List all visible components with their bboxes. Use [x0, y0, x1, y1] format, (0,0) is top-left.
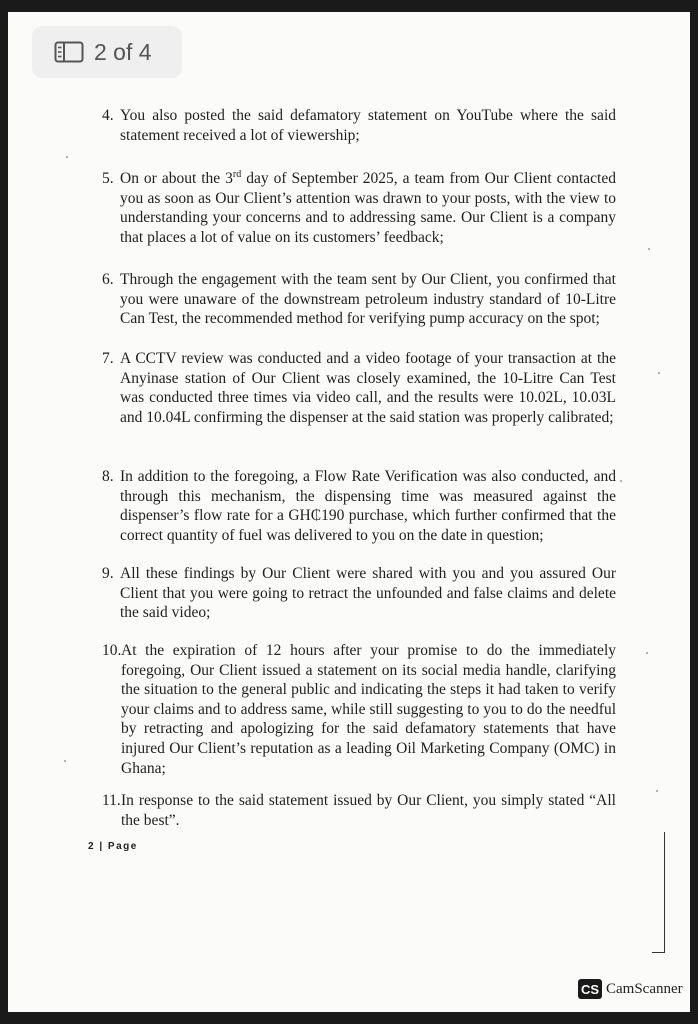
paragraph-number: 9.: [102, 565, 114, 582]
paragraph-text-rest: day of September 2025, a team from Our Client contacted you as soon as Our Client’s attention was drawn to your posts, with the view to understanding your concerns and to addressing same. Our Client is a company that places a lot of value on its customers’ feedback;: [120, 170, 616, 246]
paragraph-text: Through the engagement with the team sent by Our Client, you confirmed that you were unaware of the downstream petroleum industry standard of 10-Litre Can Test, the recommended method for verifying pump accuracy on the spot;: [120, 271, 616, 328]
paragraph-text-start: On or about the 3: [120, 170, 233, 187]
paragraph-text: [120, 169, 616, 247]
paragraph-number: 5.: [102, 170, 114, 187]
paragraph-text: In response to the said statement issued by Our Client, you simply stated “All the best”.: [121, 792, 616, 829]
scan-speck: [658, 372, 660, 374]
scan-speck: [656, 790, 658, 792]
scan-speck: [646, 652, 648, 654]
page-indicator-text: 2 of 4: [94, 38, 152, 65]
page-list-icon: [54, 41, 84, 63]
paragraph-number: 8.: [102, 468, 114, 485]
camscanner-watermark: [578, 978, 683, 1000]
paragraph-number: 4.: [102, 107, 114, 124]
paragraph-4: [102, 106, 616, 145]
paragraph-number: 10.: [102, 642, 122, 659]
page-number-footer: 2 | Page: [88, 841, 138, 852]
paragraph-text: A CCTV review was conducted and a video footage of your transaction at the Anyinase station of Our Client was closely examined, the 10-Litre Can Test was conducted three times via video call, and the results were 10.02L, 10.03L and 10.04L confirming the dispenser at the said station was properly calibrated;: [120, 350, 616, 426]
camscanner-label: CamScanner: [606, 980, 683, 997]
paragraph-text: You also posted the said defamatory statement on YouTube where the said statement received a lot of viewership;: [120, 107, 616, 144]
scan-speck: [620, 480, 622, 482]
paragraph-6: [102, 270, 616, 329]
scan-edge-line: [652, 952, 665, 953]
paragraph-text: In addition to the foregoing, a Flow Rate Verification was also conducted, and through this mechanism, the dispensing time was measured against the dispenser’s flow rate for a GH₵190 purchase, which further confirmed that the correct quantity of fuel was delivered to you on the date in question;: [120, 468, 616, 544]
page-indicator[interactable]: [32, 26, 182, 78]
paragraph-9: [102, 564, 616, 623]
paragraph-10: [102, 641, 616, 778]
ordinal-superscript: rd: [232, 168, 242, 180]
paragraph-number: 7.: [102, 350, 114, 367]
paragraph-11: [102, 791, 616, 830]
paragraph-text: At the expiration of 12 hours after your promise to do the immediately foregoing, Our Client issued a statement on its social media handle, clarifying the situation to the general public and indicating the steps it had taken to verify your claims and to address same, while still suggesting to you to do the needful by retracting and apologizing for the said defamatory statements that have injured Our Client’s reputation as a leading Oil Marketing Company (OMC) in Ghana;: [121, 642, 616, 777]
scan-speck: [648, 248, 650, 250]
scan-speck: [64, 760, 66, 762]
camscanner-logo: CS: [578, 979, 602, 999]
paragraph-number: 11.: [102, 792, 121, 809]
paragraph-7: [102, 349, 616, 427]
scan-edge-line: [664, 832, 665, 952]
paragraph-5: [102, 169, 616, 247]
paragraph-text: All these findings by Our Client were shared with you and you assured Our Client that you were going to retract the unfounded and false claims and delete the said video;: [120, 565, 616, 622]
paragraph-number: 6.: [102, 271, 114, 288]
scan-speck: [66, 156, 68, 158]
paragraph-8: [102, 467, 616, 545]
document-page: [8, 12, 690, 1012]
